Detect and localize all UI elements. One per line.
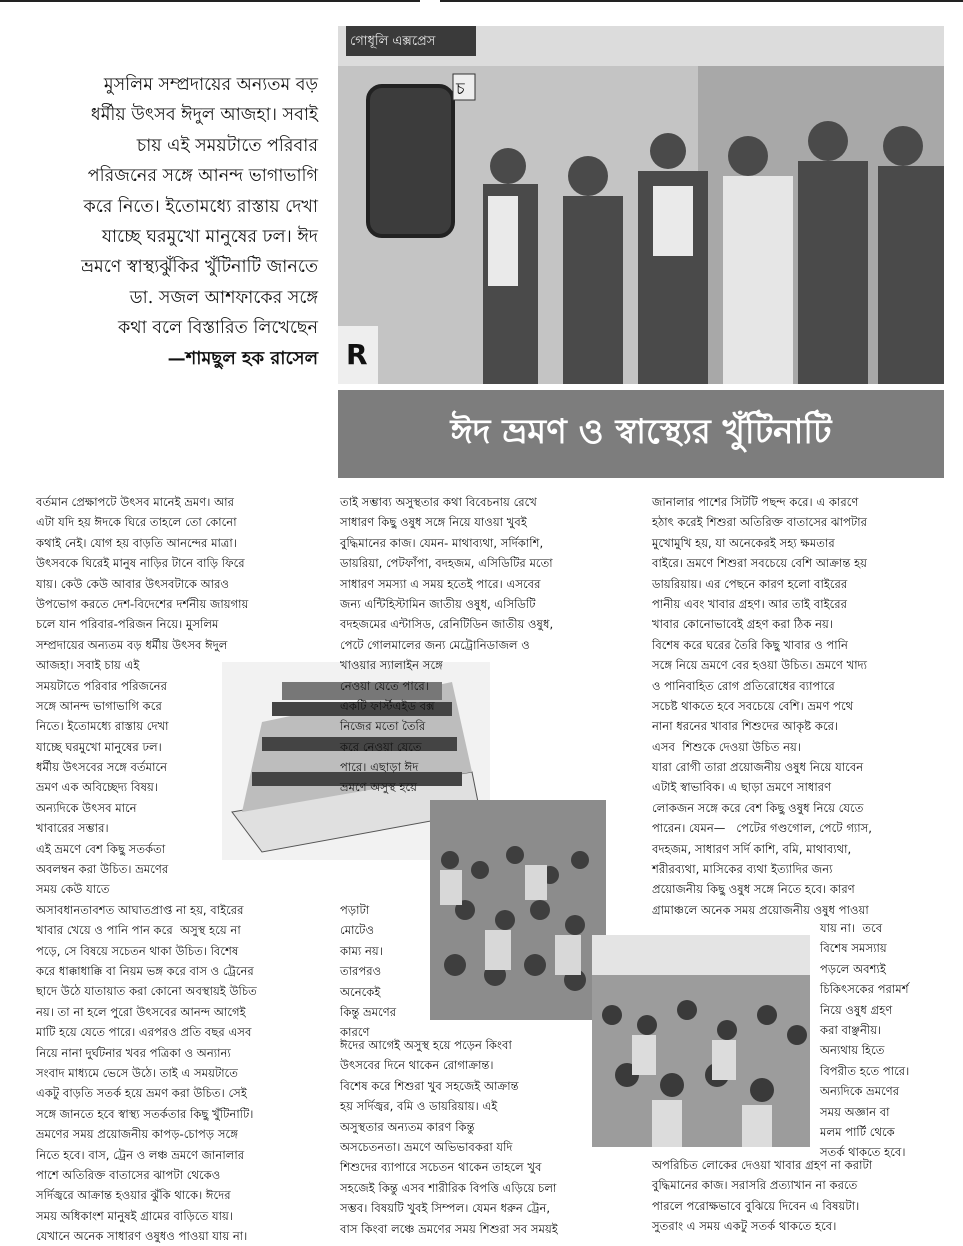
text-line: নিতে। ইতোমধ্যে রাস্তায় দেখা: [36, 719, 169, 734]
column-2-text-bottom: [340, 1035, 558, 1239]
coach-letter: চ: [456, 79, 465, 98]
text-line: বদহজমের এন্টাসিড, রেনিটিডিন জাতীয় ওষুধ,: [340, 617, 554, 632]
text-line: অসাবধানতাবশত আঘাতপ্রাপ্ত না হয়, বাইরের: [36, 902, 244, 917]
top-rule-right: [440, 0, 963, 2]
text-line: সঙ্গে আনন্দ ভাগাভাগি করে: [36, 698, 162, 713]
text-line: অন্যদিকে উৎসব মানে: [36, 800, 137, 815]
intro-line: ডা. সজল আশফাকের সঙ্গে: [129, 287, 318, 308]
text-line: নিয়ে ওষুধ গ্রহণ: [820, 1002, 893, 1017]
text-line: বুদ্ধিমানের কাজ। সরাসরি প্রত্যাখান না করতে: [652, 1178, 858, 1193]
text-line: বিপরীত হতে পারে।: [820, 1063, 910, 1078]
text-line: নিজের মতো তৈরি: [340, 719, 426, 734]
text-line: যায় না। তবে: [820, 921, 883, 935]
headline-banner: [338, 390, 944, 478]
text-line: খাবারের সম্ভার।: [36, 821, 109, 836]
column-1-text: [36, 492, 257, 1246]
text-line: জানালার পাশের সিটটি পছন্দ করে। এ কারণে: [652, 495, 859, 509]
text-line: পড়ে, সে বিষয়ে সচেতন থাকা উচিত। বিশেষ: [36, 943, 239, 958]
text-line: এই ভ্রমণে বেশ কিছু সতর্কতা: [36, 841, 166, 856]
intro-text: [8, 70, 318, 344]
text-line: সর্দিজ্বরে আক্রান্ত হওয়ার ঝুঁকি থাকে। ঈদের: [36, 1188, 231, 1203]
text-line: ও পানিবাহিত রোগ প্রতিরোধের ব্যাপারে: [652, 678, 835, 693]
text-line: ডায়রিয়া, পেটফাঁপা, বদহজম, এসিডিটির মতো: [340, 556, 553, 571]
text-line: অসচেতনতা। ভ্রমণে অভিভাবকরা যদি: [340, 1139, 513, 1154]
text-line: সঙ্গে জানতে হবে স্বাস্থ্য সতর্কতার কিছু খুঁটিনাটি।: [36, 1106, 254, 1121]
text-line: সতর্ক থাকতে হবে।: [820, 1145, 906, 1160]
text-line: নেওয়া যেতে পারে।: [340, 678, 429, 693]
text-line: উৎসবের দিনে থাকেন রোগাক্রান্ত।: [340, 1058, 494, 1073]
text-line: শিশুদের ব্যাপারে সচেতন থাকেন তাহলে খুব: [340, 1160, 542, 1175]
text-line: আজহা। সবাই চায় এই: [36, 658, 140, 673]
text-line: সাধারণ সমস্যা এ সময় হতেই পারে। এসবের: [340, 576, 541, 591]
text-line: ধর্মীয় উৎসবের সঙ্গে বর্তমানে: [36, 760, 168, 775]
text-line: নয়। তা না হলে পুরো উৎসবের আনন্দ আগেই: [36, 1004, 246, 1019]
text-line: সহজেই কিন্তু এসব শারীরিক বিপত্তি এড়িয়ে চলা: [340, 1180, 557, 1195]
headline: ঈদ ভ্রমণ ও স্বাস্থ্যের খুঁটিনাটি: [450, 411, 832, 452]
column-2-text-middle: [340, 900, 396, 1043]
text-line: কাম্য নয়।: [340, 943, 383, 958]
column-3-text-top: [652, 492, 872, 920]
text-line: চিকিৎসকের পরামর্শ: [820, 982, 909, 997]
text-line: যায়। কেউ কেউ আবার উৎসবটাকে আরও: [36, 576, 230, 591]
text-line: সঙ্গে নিয়ে ভ্রমণে বের হওয়া উচিত। ভ্রমণে খাদ্য: [652, 658, 868, 673]
text-line: মাটি হয়ে যেতে পারে। এরপরও প্রতি বছর এসব: [36, 1025, 252, 1040]
text-line: ডায়রিয়ায়। এর পেছনে কারণ হলো বাইরের: [652, 576, 848, 591]
text-line: সংবাদ মাধ্যমে ভেসে উঠে। তাই এ সময়টাতে: [36, 1065, 238, 1080]
text-line: ছাদে উঠে যাতায়াত করা কোনো অবস্থায়ই উচিত: [36, 984, 257, 999]
intro-line: যাচ্ছে ঘরমুখো মানুষের ঢল। ঈদ: [101, 227, 318, 248]
text-line: অনেকেই: [340, 984, 381, 999]
text-line: পানীয় এবং খাবার গ্রহণ। আর তাই বাইরের: [652, 596, 848, 611]
text-line: প্রয়োজনীয় কিছু ওষুধ সঙ্গে নিতে হবে। কারণ: [652, 882, 855, 897]
text-line: অপরিচিত লোকের দেওয়া খাবার গ্রহণ না করাটা: [652, 1158, 873, 1172]
text-line: নানা ধরনের খাবার শিশুদের আকৃষ্ট করে।: [652, 719, 839, 734]
text-line: বর্তমান প্রেক্ষাপটে উৎসব মানেই ভ্রমণ। আর: [36, 495, 235, 509]
intro-line: চায় এই সময়টাতে পরিবার: [136, 135, 318, 156]
text-line: হঠাৎ করেই শিশুরা অতিরিক্ত বাতাসের ঝাপটার: [652, 515, 867, 530]
text-line: একটি ফার্স্টএইড বক্স: [340, 698, 435, 713]
text-line: এটা যদি হয় ঈদকে ঘিরে তাহলে তো কোনো: [36, 515, 237, 530]
text-line: পড়লে অবশ্যই: [820, 961, 886, 976]
coach-sign: গোধূলি এক্সপ্রেস: [350, 34, 436, 49]
intro-line: ধর্মীয় উৎসব ঈদুল আজহা। সবাই: [90, 105, 318, 126]
text-line: বিশেষ সমস্যায়: [820, 941, 887, 956]
text-line: বুদ্ধিমানের কাজ। যেমন- মাথাব্যথা, সর্দিকাশি,: [340, 535, 544, 550]
text-line: নিয়ে নানা দুর্ঘটনার খবর পত্রিকা ও অন্যান্য: [36, 1045, 231, 1060]
column-3-text-bottom: [652, 1155, 872, 1237]
text-line: বাইরে। ভ্রমণে শিশুরা সবচেয়ে বেশি আক্রান্ত হয়: [652, 556, 867, 571]
text-line: কথাই নেই। যোগ হয় বাড়তি আনন্দের মাত্রা।: [36, 535, 237, 550]
text-line: হয় সর্দিজ্বর, বমি ও ডায়রিয়ায়। এই: [340, 1099, 498, 1114]
text-line: ভ্রমণে অসুস্থ হয়ে: [340, 780, 417, 795]
text-line: তারপরও: [340, 964, 382, 979]
text-line: করা বাঞ্ছনীয়।: [820, 1022, 882, 1037]
text-line: যেখানে অনেক সাধারণ ওষুধও পাওয়া যায় না।: [36, 1229, 248, 1244]
text-line: উপভোগ করতে দেশ-বিদেশের দর্শনীয় জায়গায়: [36, 596, 249, 611]
text-line: পারেন। যেমন— পেটের গণ্ডগোল, পেটে গ্যাস,: [652, 821, 872, 836]
intro-block: [8, 70, 318, 374]
text-line: পারে। এছাড়া ঈদ: [340, 760, 419, 775]
train-station-photo: [338, 26, 944, 384]
text-line: জন্য এন্টিহিস্টামিন জাতীয় ওষুধ, এসিডিটি: [340, 596, 536, 611]
text-line: কারণে: [340, 1025, 370, 1040]
column-3-text-middle: [820, 918, 909, 1163]
text-line: সময় কেউ যাতে: [36, 882, 110, 897]
text-line: পেটে গোলমালের জন্য মেট্রোনিডাজল ও: [340, 637, 530, 652]
intro-line: করে নিতে। ইতোমধ্যে রাস্তায় দেখা: [83, 196, 318, 217]
text-line: সাধারণ কিছু ওষুধ সঙ্গে নিয়ে যাওয়া খুবই: [340, 515, 527, 530]
intro-line: মুসলিম সম্প্রদায়ের অন্যতম বড়: [103, 75, 318, 95]
text-line: মুখোমুখি হয়, যা অনেকেরই সহ্য ক্ষমতার: [652, 535, 835, 550]
text-line: বিশেষ করে ঘরের তৈরি কিছু খাবার ও পানি: [652, 637, 848, 652]
text-line: এসব শিশুকে দেওয়া উচিত নয়।: [652, 739, 802, 754]
text-line: সম্ভব। বিষয়টি খুবই সিম্পল। যেমন ধরুন ট্রেন,: [340, 1201, 551, 1216]
crowd-photo: [430, 800, 606, 1020]
column-2-text-top: [340, 492, 553, 798]
text-line: ভ্রমণের সময় প্রয়োজনীয় কাপড়-চোপড় সঙ্গে: [36, 1127, 238, 1142]
text-line: অসুস্থতার অন্যতম কারণ কিন্তু: [340, 1119, 475, 1134]
text-line: খাওয়ার স্যালাইন সঙ্গে: [340, 658, 443, 673]
text-line: অন্যদিকে ভ্রমণের: [820, 1084, 900, 1099]
text-line: সময় অজ্ঞান বা: [820, 1104, 890, 1119]
station-crowd-photo: [592, 935, 810, 1147]
text-line: একটু বাড়তি সতর্ক হয়ে ভ্রমণ করা উচিত। সেই: [36, 1086, 247, 1101]
intro-line: কথা বলে বিস্তারিত লিখেছেন: [118, 318, 318, 339]
text-line: নিতে হবে। বাস, ট্রেন ও লঞ্চ ভ্রমণে জানালার: [36, 1147, 245, 1162]
text-line: অন্যথায় হিতে: [820, 1043, 885, 1058]
text-line: লোকজন সঙ্গে করে বেশ কিছু ওষুধ নিয়ে যেতে: [652, 800, 864, 815]
text-line: কিন্তু ভ্রমণের: [340, 1004, 397, 1019]
text-line: সচেষ্ট থাকতে হবে সবচেয়ে বেশি। ভ্রমণ পথে: [652, 698, 854, 713]
text-line: চলে যান পরিবার-পরিজন নিয়ে। মুসলিম: [36, 617, 219, 632]
text-line: বিশেষ করে শিশুরা খুব সহজেই আক্রান্ত: [340, 1078, 519, 1093]
text-line: বাস কিংবা লঞ্চে ভ্রমণের সময় শিশুরা সব সময়ই: [340, 1221, 558, 1236]
text-line: যারা রোগী তারা প্রয়োজনীয় ওষুধ নিয়ে যাবেন: [652, 760, 864, 775]
text-line: সুতরাং এ সময় একটু সতর্ক থাকতে হবে।: [652, 1219, 837, 1234]
text-line: পড়াটা: [340, 903, 370, 917]
text-line: সম্প্রদায়ের অন্যতম বড় ধর্মীয় উৎসব ঈদুল: [36, 637, 228, 652]
text-line: করে নেওয়া যেতে: [340, 739, 422, 754]
text-line: পারলে পরোক্ষভাবে বুঝিয়ে দিবেন এ বিষয়টা।: [652, 1198, 860, 1213]
text-line: তাই সম্ভাব্য অসুস্থতার কথা বিবেচনায় রেখে: [340, 495, 537, 509]
text-line: মলম পার্টি থেকে: [820, 1124, 895, 1139]
text-line: গ্রামাঞ্চলে অনেক সময় প্রয়োজনীয় ওষুধ পাওয়া: [652, 902, 869, 917]
text-line: সময় অধিকাংশ মানুষই গ্রামের বাড়িতে যায়।: [36, 1208, 233, 1223]
text-line: যাচ্ছে ঘরমুখো মানুষের ঢল।: [36, 739, 162, 754]
text-line: মোটেও: [340, 923, 375, 938]
text-line: খাবার কোনোভাবেই গ্রহণ করা ঠিক নয়।: [652, 617, 834, 632]
text-line: অবলম্বন করা উচিত। ভ্রমণের: [36, 862, 169, 877]
coach-letter-r: R: [346, 338, 368, 371]
text-line: পাশে অতিরিক্ত বাতাসের ঝাপটা থেকেও: [36, 1167, 221, 1182]
byline: —শামছুল হক রাসেল: [167, 347, 318, 369]
text-line: বদহজম, সাধারণ সর্দি কাশি, বমি, মাথাব্যথা,: [652, 841, 852, 856]
text-line: ভ্রমণ এক অবিচ্ছেদ্য বিষয়।: [36, 780, 158, 795]
text-line: ঈদের আগেই অসুস্থ হয়ে পড়েন কিংবা: [340, 1038, 512, 1052]
text-line: শরীরব্যথা, মাসিকের ব্যথা ইত্যাদির জন্য: [652, 862, 833, 877]
text-line: সময়টাতে পরিবার পরিজনের: [36, 678, 167, 693]
text-line: খাবার খেয়ে ও পানি পান করে অসুস্থ হয়ে না: [36, 923, 241, 938]
intro-line: পরিজনের সঙ্গে আনন্দ ভাগাভাগি: [87, 166, 318, 187]
text-line: উৎসবকে ঘিরেই মানুষ নাড়ির টানে বাড়ি ফিরে: [36, 556, 245, 571]
text-line: করে ধাক্কাধাক্কি বা নিয়ম ভঙ্গ করে বাস ও ট্রেনের: [36, 963, 254, 978]
text-line: এটাই স্বাভাবিক। এ ছাড়া ভ্রমণে সাধারণ: [652, 780, 832, 795]
top-rule-left: [0, 0, 420, 2]
intro-line: ভ্রমণে স্বাস্থ্যঝুঁকির খুঁটিনাটি জানতে: [81, 257, 318, 278]
